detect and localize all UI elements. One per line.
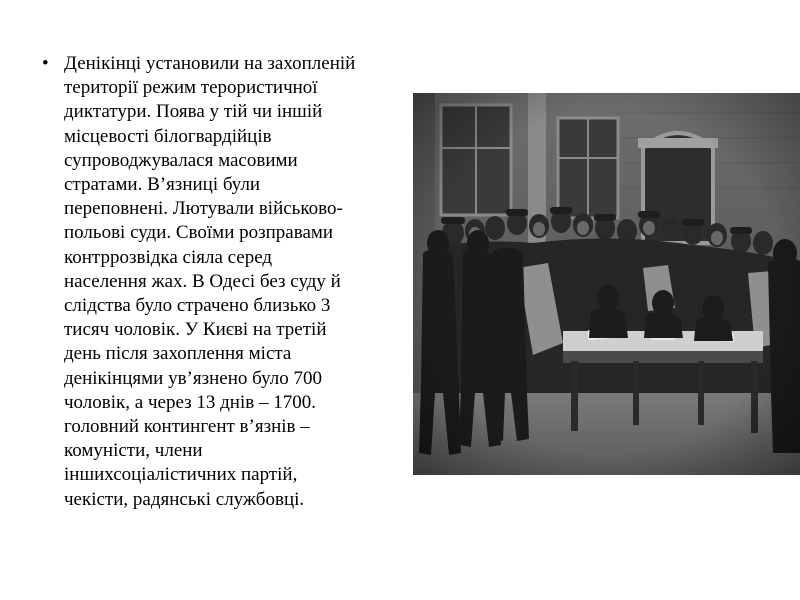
text-line: контррозвідка сіяла серед [64, 246, 273, 268]
text-line: стратами. В’язниці були [64, 174, 261, 196]
text-line: переповнені. Лютували військово- [64, 198, 343, 220]
text-line: диктатури. Поява у тій чи іншій [64, 101, 323, 123]
text-line: польові суди. Своїми розправами [64, 222, 334, 244]
historical-photo [413, 93, 800, 475]
bullet-marker: • [42, 53, 49, 74]
text-line: Денікінці установили на захопленій [64, 53, 356, 74]
text-line: іншихсоціалістичних партій, [64, 464, 298, 486]
bullet-paragraph [42, 52, 422, 512]
text-line: супроводжувалася масовими [64, 149, 298, 171]
text-line: населення жах. В Одесі без суду й [64, 270, 341, 292]
text-line: день після захоплення міста [64, 343, 292, 365]
text-line: слідства було страчено близько 3 [64, 295, 331, 317]
text-line: чоловік, а через 13 днів – 1700. [64, 391, 316, 413]
text-line: денікінцями ув’язнено було 700 [64, 367, 322, 389]
text-line: тисяч чоловік. У Києві на третій [64, 319, 327, 341]
text-line: головний контингент в’язнів – [64, 416, 310, 438]
text-line: території режим терористичної [64, 77, 318, 99]
text-line: чекісти, радянські службовці. [64, 488, 305, 510]
paragraph-text [64, 52, 422, 512]
text-line: комуністи, члени [64, 440, 203, 462]
text-line: місцевості білогвардійців [64, 125, 272, 147]
